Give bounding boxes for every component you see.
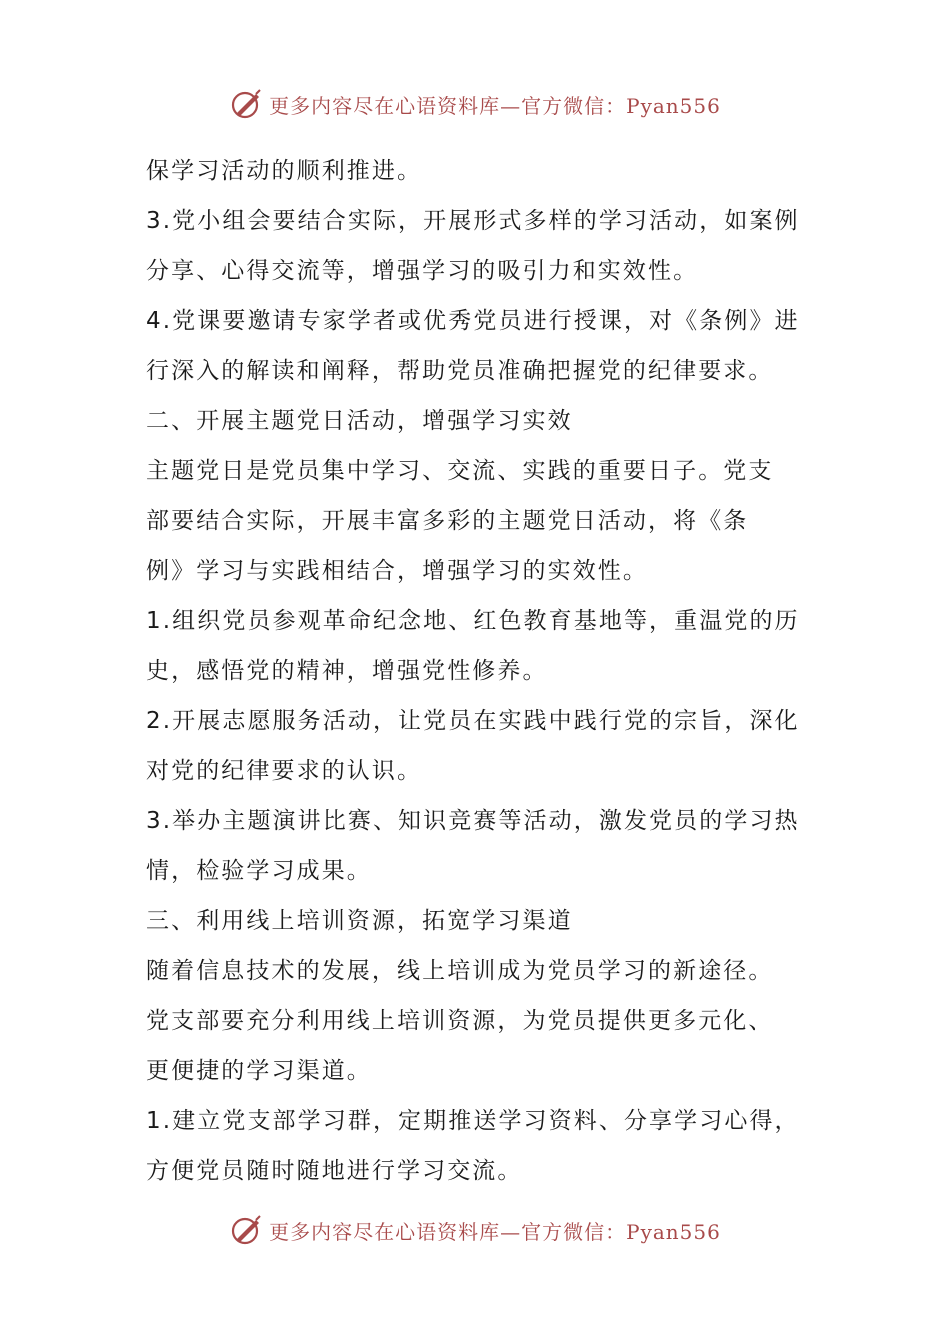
pen-circle-icon [229, 87, 263, 121]
text-line: 史，感悟党的精神，增强党性修养。 [146, 658, 548, 684]
text-line: 方便党员随时随地进行学习交流。 [146, 1158, 523, 1184]
section-heading: 三、利用线上培训资源，拓宽学习渠道 [146, 908, 573, 934]
text-line: 分享、心得交流等，增强学习的吸引力和实效性。 [146, 258, 699, 284]
text-line: 对党的纪律要求的认识。 [146, 758, 423, 784]
header-watermark [0, 84, 950, 124]
section-heading: 二、开展主题党日活动，增强学习实效 [146, 408, 573, 434]
pen-circle-icon [229, 1213, 263, 1247]
text-line: 党支部要充分利用线上培训资源，为党员提供更多元化、 [146, 1008, 774, 1034]
text-line: 4.党课要邀请专家学者或优秀党员进行授课，对《条例》进 [146, 308, 800, 334]
text-line: 2.开展志愿服务活动，让党员在实践中践行党的宗旨，深化 [146, 708, 800, 734]
text-line: 随着信息技术的发展，线上培训成为党员学习的新途径。 [146, 958, 774, 984]
text-line: 行深入的解读和阐释，帮助党员准确把握党的纪律要求。 [146, 358, 774, 384]
text-line: 1.组织党员参观革命纪念地、红色教育基地等，重温党的历 [146, 608, 800, 634]
text-line: 部要结合实际，开展丰富多彩的主题党日活动，将《条 [146, 508, 749, 534]
watermark-text: 更多内容尽在心语资料库—官方微信：Pyan556 [269, 93, 721, 118]
text-line: 例》学习与实践相结合，增强学习的实效性。 [146, 558, 648, 584]
footer-watermark [0, 1210, 950, 1250]
text-line: 情，检验学习成果。 [146, 858, 372, 884]
watermark-text: 更多内容尽在心语资料库—官方微信：Pyan556 [269, 1219, 721, 1244]
text-line: 主题党日是党员集中学习、交流、实践的重要日子。党支 [146, 458, 774, 484]
text-line: 保学习活动的顺利推进。 [146, 158, 423, 184]
document-body [146, 146, 816, 1196]
text-line: 3.举办主题演讲比赛、知识竞赛等活动，激发党员的学习热 [146, 808, 800, 834]
text-line: 3.党小组会要结合实际，开展形式多样的学习活动，如案例 [146, 208, 800, 234]
text-line: 更便捷的学习渠道。 [146, 1058, 372, 1084]
text-line: 1.建立党支部学习群，定期推送学习资料、分享学习心得， [146, 1108, 800, 1134]
